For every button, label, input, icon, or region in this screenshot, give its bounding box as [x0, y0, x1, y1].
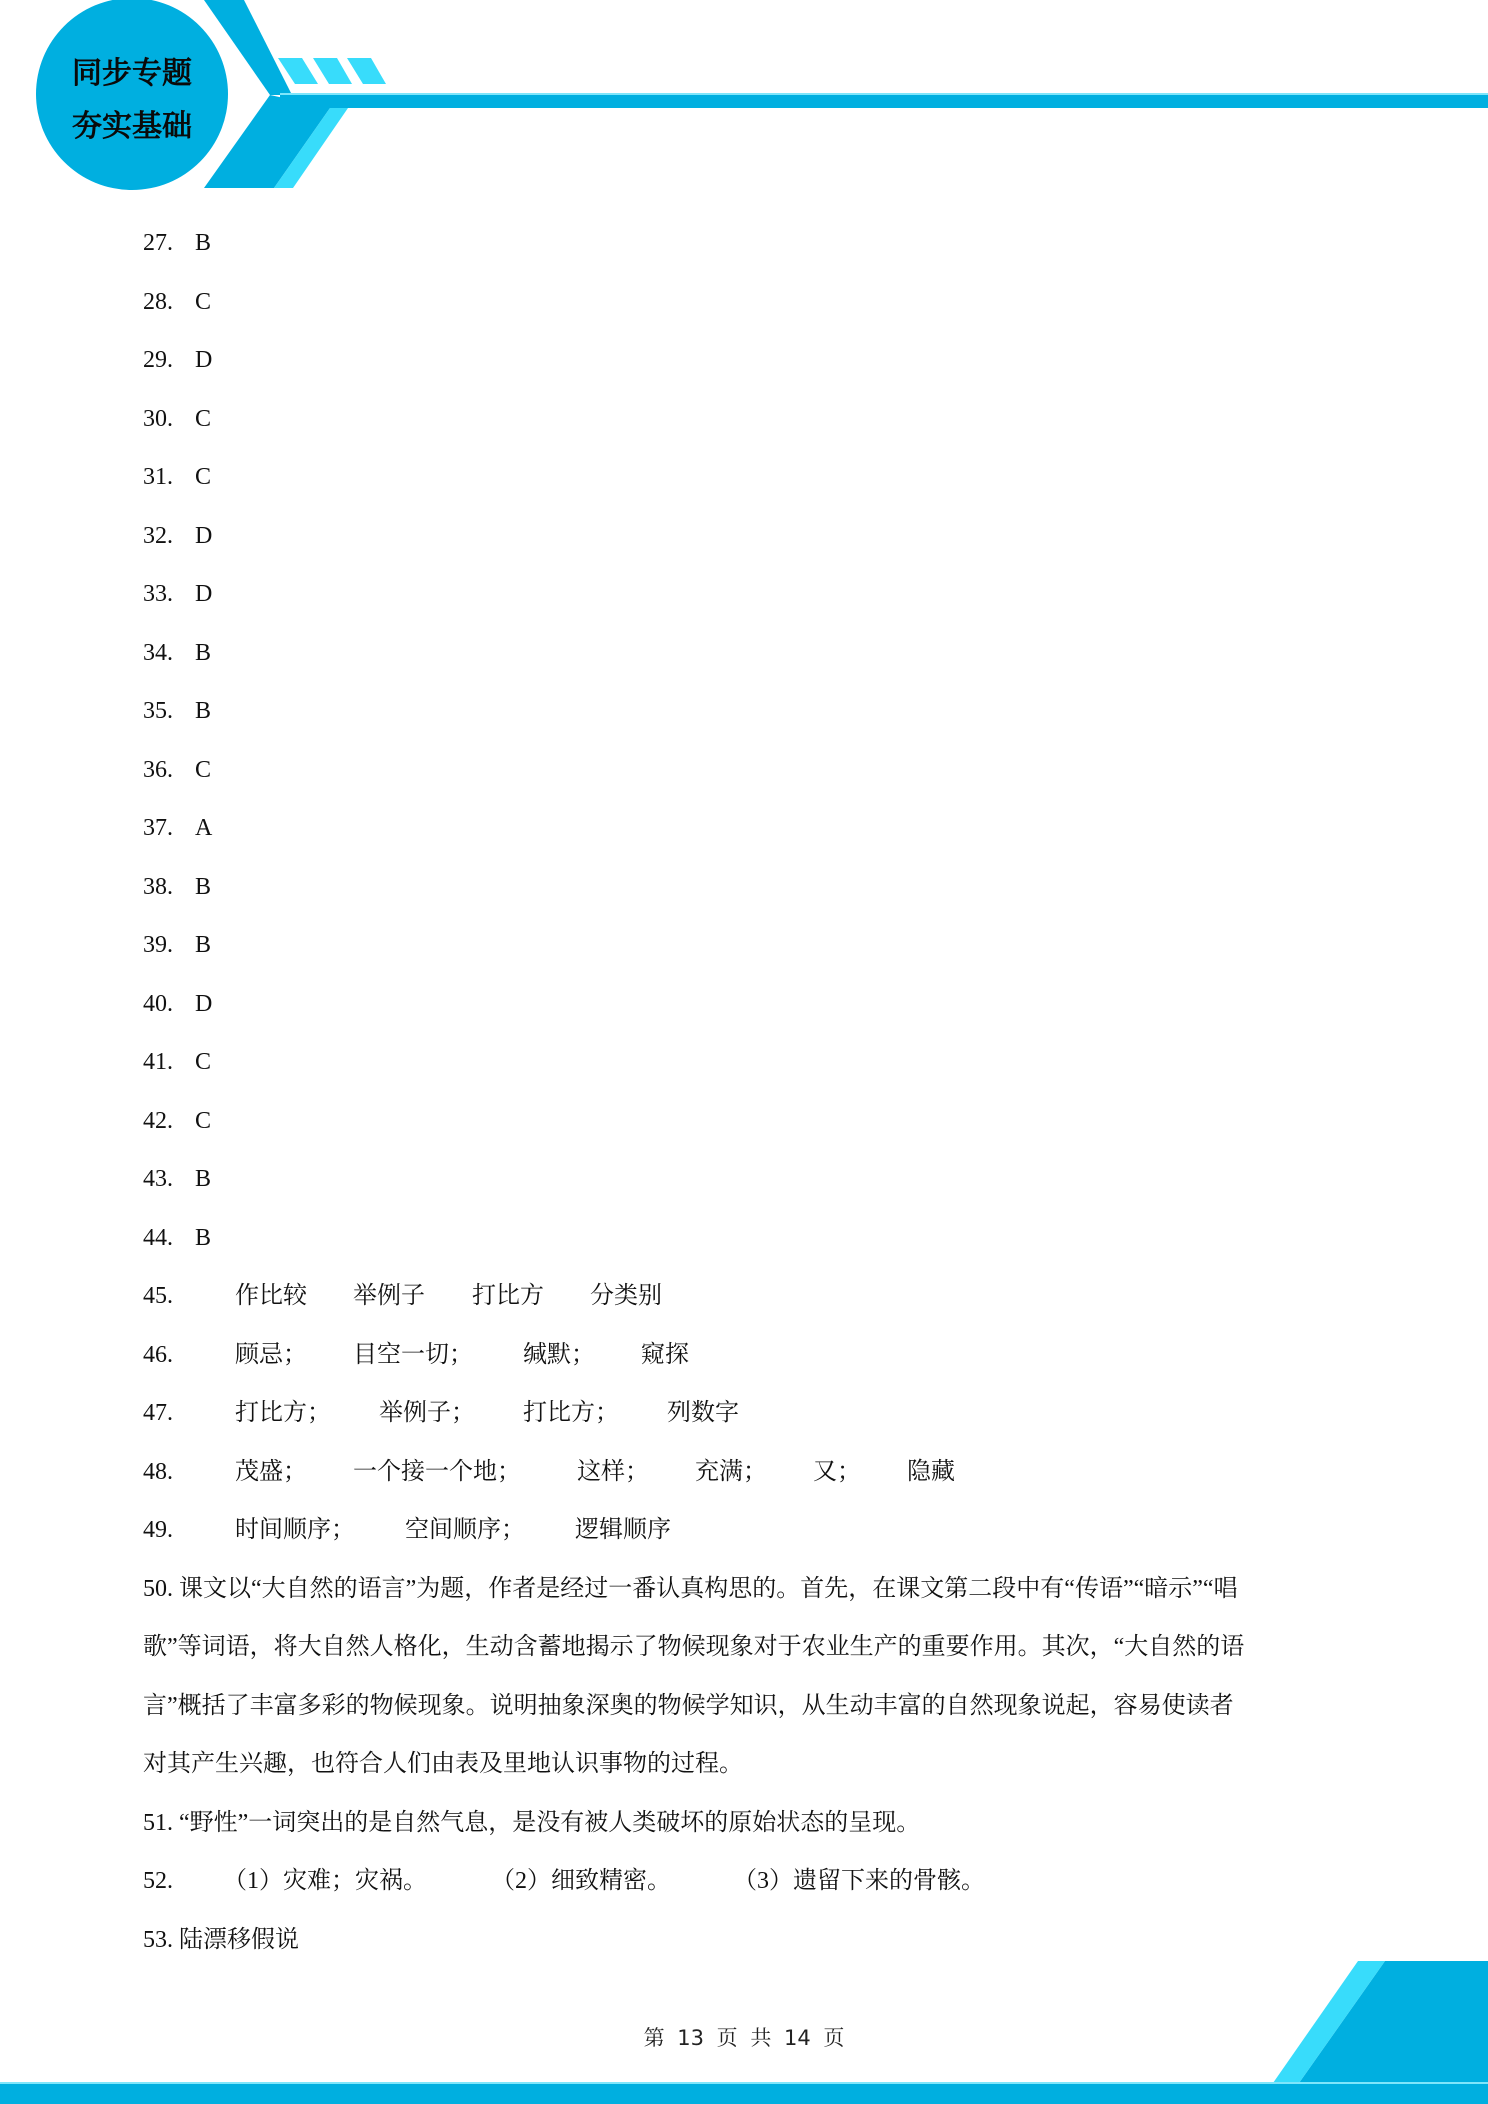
- page-number: 第 13 页 共 14 页: [643, 2026, 845, 2050]
- answer-item: 充满；: [695, 1458, 767, 1485]
- answer-row-52: [143, 1852, 1353, 1911]
- answer-row-40: [143, 975, 1353, 1034]
- answer-value: D: [195, 990, 213, 1017]
- answer-row-36: [143, 741, 1353, 800]
- question-number: 47.: [143, 1400, 173, 1426]
- answer-item: 举例子；: [379, 1400, 475, 1426]
- question-number: 41.: [143, 1049, 173, 1075]
- answer-item: 顾忌；: [235, 1341, 307, 1368]
- answer-row-34: [143, 624, 1353, 683]
- answer-value: B: [195, 230, 212, 256]
- answer-paragraph-50: [143, 1560, 1353, 1794]
- question-number: 33.: [143, 581, 173, 607]
- question-number: 29.: [143, 347, 173, 373]
- answer-row-37: [143, 799, 1353, 858]
- paragraph-line: 歌”等词语，将大自然人格化，生动含蓄地揭示了物候现象对于农业生产的重要作用。其次，“大自然的语: [143, 1634, 1245, 1660]
- dash-3: [347, 58, 386, 84]
- answer-value: C: [195, 288, 212, 315]
- answer-row-30: [143, 390, 1353, 449]
- question-number: 34.: [143, 639, 173, 666]
- answer-value: D: [195, 347, 213, 373]
- dash-2: [313, 58, 352, 84]
- question-number: 28.: [143, 288, 173, 315]
- answer-row-28: [143, 273, 1353, 332]
- answer-row-45: [143, 1267, 1353, 1326]
- answer-item: 打比方: [472, 1283, 544, 1309]
- answer-row-35: [143, 682, 1353, 741]
- answer-row-47: [143, 1384, 1353, 1443]
- answer-item: 窥探: [641, 1341, 689, 1368]
- answer-item: 又；: [813, 1458, 861, 1485]
- badge-title-line1: 同步专题: [72, 56, 192, 91]
- answer-row-51: [143, 1794, 1353, 1853]
- question-number: 35.: [143, 698, 173, 724]
- answer-text: 51. “野性”一词突出的是自然气息，是没有被人类破坏的原始状态的呈现。: [143, 1809, 921, 1836]
- answer-item: 作比较: [235, 1283, 307, 1309]
- paragraph-line: 50. 课文以“大自然的语言”为题，作者是经过一番认真构思的。首先，在课文第二段中有“传语”“暗示”“唱: [143, 1575, 1238, 1602]
- header-decoration: [0, 0, 1488, 200]
- answer-row-41: [143, 1033, 1353, 1092]
- answer-value: B: [195, 639, 212, 666]
- question-number: 39.: [143, 932, 173, 958]
- answer-item: 隐藏: [907, 1458, 955, 1485]
- header-band: [280, 94, 1488, 108]
- answer-row-42: [143, 1092, 1353, 1151]
- answer-item: （1）灾难；灾祸。: [223, 1868, 427, 1894]
- answer-value: A: [195, 815, 213, 841]
- answer-value: C: [195, 405, 212, 432]
- footer-band: [0, 2083, 1488, 2104]
- answer-item: （2）细致精密。: [491, 1868, 671, 1894]
- answer-text: 53. 陆漂移假说: [143, 1926, 299, 1953]
- question-number: 44.: [143, 1224, 173, 1251]
- answer-row-38: [143, 858, 1353, 917]
- answer-value: B: [195, 1166, 212, 1192]
- answer-item: 举例子: [353, 1283, 425, 1309]
- answer-value: C: [195, 756, 212, 783]
- answer-item: 缄默；: [523, 1341, 595, 1368]
- answer-item: 一个接一个地；: [353, 1458, 521, 1485]
- question-number: 42.: [143, 1107, 173, 1134]
- answer-value: D: [195, 522, 213, 549]
- answer-item: 逻辑顺序: [575, 1517, 671, 1543]
- answer-item: 这样；: [577, 1458, 649, 1485]
- question-number: 48.: [143, 1458, 173, 1485]
- answer-row-48: [143, 1443, 1353, 1502]
- question-number: 36.: [143, 756, 173, 783]
- answer-item: 目空一切；: [353, 1341, 473, 1368]
- answer-value: B: [195, 1224, 212, 1251]
- answer-value: C: [195, 1107, 212, 1134]
- paragraph-line: 对其产生兴趣，也符合人们由表及里地认识事物的过程。: [143, 1751, 743, 1777]
- question-number: 37.: [143, 815, 173, 841]
- answer-value: B: [195, 698, 212, 724]
- answer-row-29: [143, 331, 1353, 390]
- question-number: 46.: [143, 1341, 173, 1368]
- question-number: 31.: [143, 464, 173, 490]
- answer-row-32: [143, 507, 1353, 566]
- question-number: 43.: [143, 1166, 173, 1192]
- answer-value: C: [195, 464, 212, 490]
- answer-value: D: [195, 581, 213, 607]
- question-number: 52.: [143, 1868, 173, 1894]
- answer-item: （3）遗留下来的骨骸。: [733, 1868, 985, 1894]
- answer-row-27: [143, 214, 1353, 273]
- answer-value: C: [195, 1049, 212, 1075]
- answer-item: 打比方；: [523, 1400, 619, 1426]
- question-number: 49.: [143, 1517, 173, 1543]
- answer-item: 时间顺序；: [235, 1517, 355, 1543]
- answer-item: 打比方；: [235, 1400, 331, 1426]
- answer-row-49: [143, 1501, 1353, 1560]
- question-number: 32.: [143, 522, 173, 549]
- badge-title-line2: 夯实基础: [72, 109, 192, 144]
- question-number: 30.: [143, 405, 173, 432]
- answer-row-33: [143, 565, 1353, 624]
- answer-item: 分类别: [590, 1283, 662, 1309]
- answer-row-46: [143, 1326, 1353, 1385]
- question-number: 40.: [143, 990, 173, 1017]
- answer-item: 空间顺序；: [405, 1517, 525, 1543]
- answer-value: B: [195, 932, 212, 958]
- answer-item: 列数字: [667, 1400, 739, 1426]
- answer-value: B: [195, 873, 212, 900]
- badge-circle: [36, 0, 228, 190]
- answer-row-31: [143, 448, 1353, 507]
- question-number: 38.: [143, 873, 173, 900]
- answer-row-43: [143, 1150, 1353, 1209]
- answer-list: [143, 214, 1353, 1969]
- question-number: 45.: [143, 1283, 173, 1309]
- answer-row-39: [143, 916, 1353, 975]
- question-number: 27.: [143, 230, 173, 256]
- answer-item: 茂盛；: [235, 1458, 307, 1485]
- answer-row-44: [143, 1209, 1353, 1268]
- paragraph-line: 言”概括了丰富多彩的物候现象。说明抽象深奥的物候学知识，从生动丰富的自然现象说起，容易使读者: [143, 1692, 1234, 1719]
